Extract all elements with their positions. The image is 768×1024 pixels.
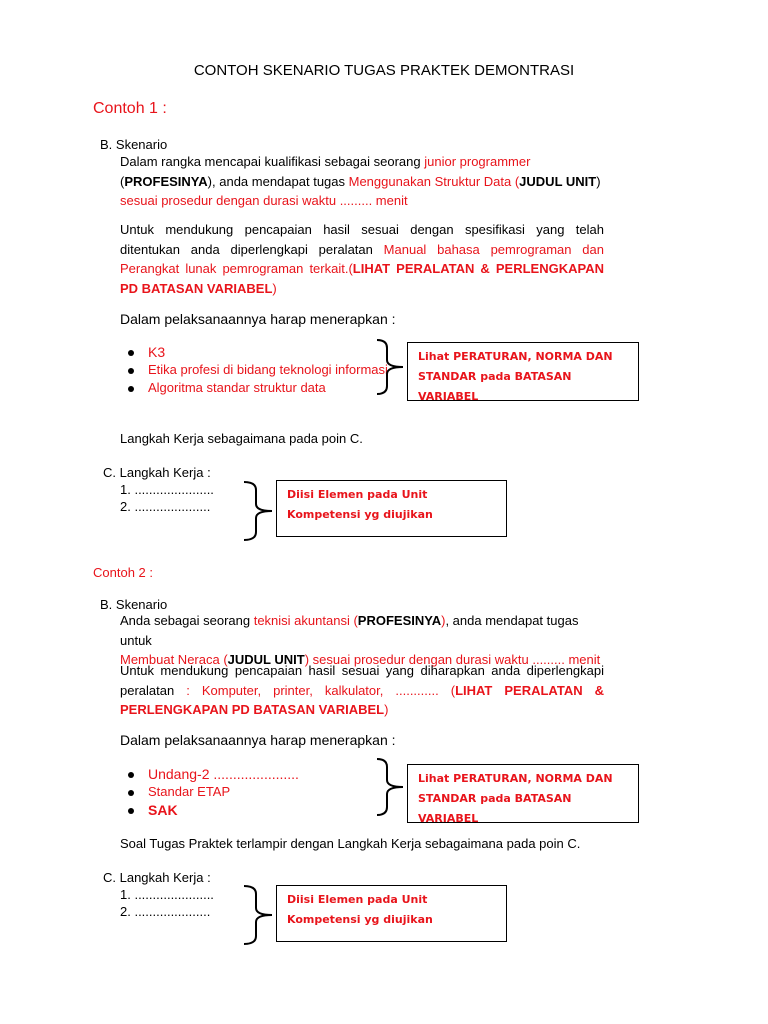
text: ): [384, 702, 389, 717]
example-1-step-1: 1. ......................: [120, 482, 214, 497]
example-2-heading: Contoh 2 :: [93, 565, 153, 580]
text: Untuk mendukung pencapaian hasil sesuai yang diharapkan anda diperlengkapi peralatan: [120, 663, 604, 698]
regulation-reference-box: Lihat PERATURAN, NORMA DAN STANDAR pada BATASAN VARIABEL: [407, 764, 639, 823]
example-2-step-2: 2. .....................: [120, 904, 211, 919]
profession-text: teknisi akuntansi (: [253, 613, 358, 628]
example-1-bullet-list: [128, 343, 388, 397]
text: Anda sebagai seorang: [120, 613, 254, 628]
example-2-implementation-label: Dalam pelaksanaannya harap menerapkan :: [120, 732, 396, 748]
example-1-scenario-paragraph: [120, 152, 604, 211]
list-item: Standar ETAP: [128, 783, 299, 801]
example-1-section-b-label: B. Skenario: [100, 137, 168, 152]
example-1-step-2: 2. .....................: [120, 499, 211, 514]
unit-title-placeholder: JUDUL UNIT: [519, 173, 597, 189]
bullet-icon: [128, 808, 134, 814]
unit-title-text: Membuat Neraca (: [120, 652, 228, 667]
example-1-equipment-paragraph: [120, 220, 604, 298]
document-title: CONTOH SKENARIO TUGAS PRAKTEK DEMONTRASI: [193, 62, 575, 79]
right-brace-icon: [375, 757, 407, 817]
bullet-icon: [128, 368, 134, 374]
profession-placeholder: PROFESINYA: [357, 613, 442, 628]
text: (: [120, 173, 125, 189]
right-brace-icon: [242, 480, 276, 542]
list-item: Etika profesi di bidang teknologi informasi: [128, 361, 388, 379]
bullet-icon: [128, 350, 134, 356]
unit-title-placeholder: JUDUL UNIT: [227, 652, 305, 667]
example-2-task-note: Soal Tugas Praktek terlampir dengan Langkah Kerja sebagaimana pada poin C.: [120, 836, 581, 851]
example-2-section-b-label: B. Skenario: [100, 597, 168, 612]
profession-placeholder: PROFESINYA: [124, 173, 208, 189]
text: Dalam rangka mencapai kualifikasi sebagai seorang: [120, 154, 425, 169]
text: , anda mendapat tugas untuk: [120, 613, 579, 648]
text: Untuk mendukung pencapaian hasil sesuai dengan spesifikasi yang telah ditentukan anda diperlengkapi peralatan: [120, 222, 604, 257]
text: ): [596, 173, 601, 189]
profession-text: junior programmer: [424, 154, 531, 169]
right-brace-icon: [375, 338, 407, 396]
equipment-reference: LIHAT PERALATAN & PERLENGKAPAN PD BATASAN VARIABEL: [120, 261, 604, 296]
list-item: K3: [128, 343, 388, 361]
bullet-icon: [128, 790, 134, 796]
equipment-reference: LIHAT PERALATAN & PERLENGKAPAN PD BATASAN VARIABEL: [120, 682, 604, 717]
example-1-heading: Contoh 1 :: [93, 100, 167, 117]
competency-element-box: Diisi Elemen pada Unit Kompetensi yg diujikan: [276, 480, 507, 537]
list-item: Undang-2 ......................: [128, 765, 299, 783]
example-1-work-steps-note: Langkah Kerja sebagaimana pada poin C.: [120, 431, 363, 446]
bullet-icon: [128, 772, 134, 778]
regulation-reference-box: Lihat PERATURAN, NORMA DAN STANDAR pada BATASAN VARIABEL: [407, 342, 639, 401]
example-2-step-1: 1. ......................: [120, 887, 214, 902]
text: ),: [207, 173, 216, 189]
duration-text: sesuai prosedur dengan durasi waktu ......... menit: [120, 193, 408, 208]
example-2-section-c-label: C. Langkah Kerja :: [103, 870, 211, 885]
equipment-text: Manual bahasa pemrograman dan Perangkat lunak pemrograman terkait.(: [120, 241, 604, 276]
competency-element-box: Diisi Elemen pada Unit Kompetensi yg diujikan: [276, 885, 507, 942]
example-1-section-c-label: C. Langkah Kerja :: [103, 465, 211, 480]
duration-text: sesuai prosedur dengan durasi waktu ......... menit: [309, 652, 601, 667]
text: anda mendapat tugas: [215, 173, 349, 189]
example-2-bullet-list: [128, 765, 299, 819]
text: ): [272, 280, 277, 296]
unit-title-text: Menggunakan Struktur Data (: [348, 173, 520, 189]
list-item: Algoritma standar struktur data: [128, 379, 388, 397]
example-1-implementation-label: Dalam pelaksanaannya harap menerapkan :: [120, 311, 396, 327]
text: ): [441, 613, 446, 628]
equipment-text: : Komputer, printer, kalkulator, ............ (: [186, 682, 456, 698]
example-2-equipment-paragraph: [120, 661, 604, 720]
right-brace-icon: [242, 884, 276, 946]
bullet-icon: [128, 386, 134, 392]
text: ): [304, 652, 310, 667]
list-item: SAK: [128, 801, 299, 819]
